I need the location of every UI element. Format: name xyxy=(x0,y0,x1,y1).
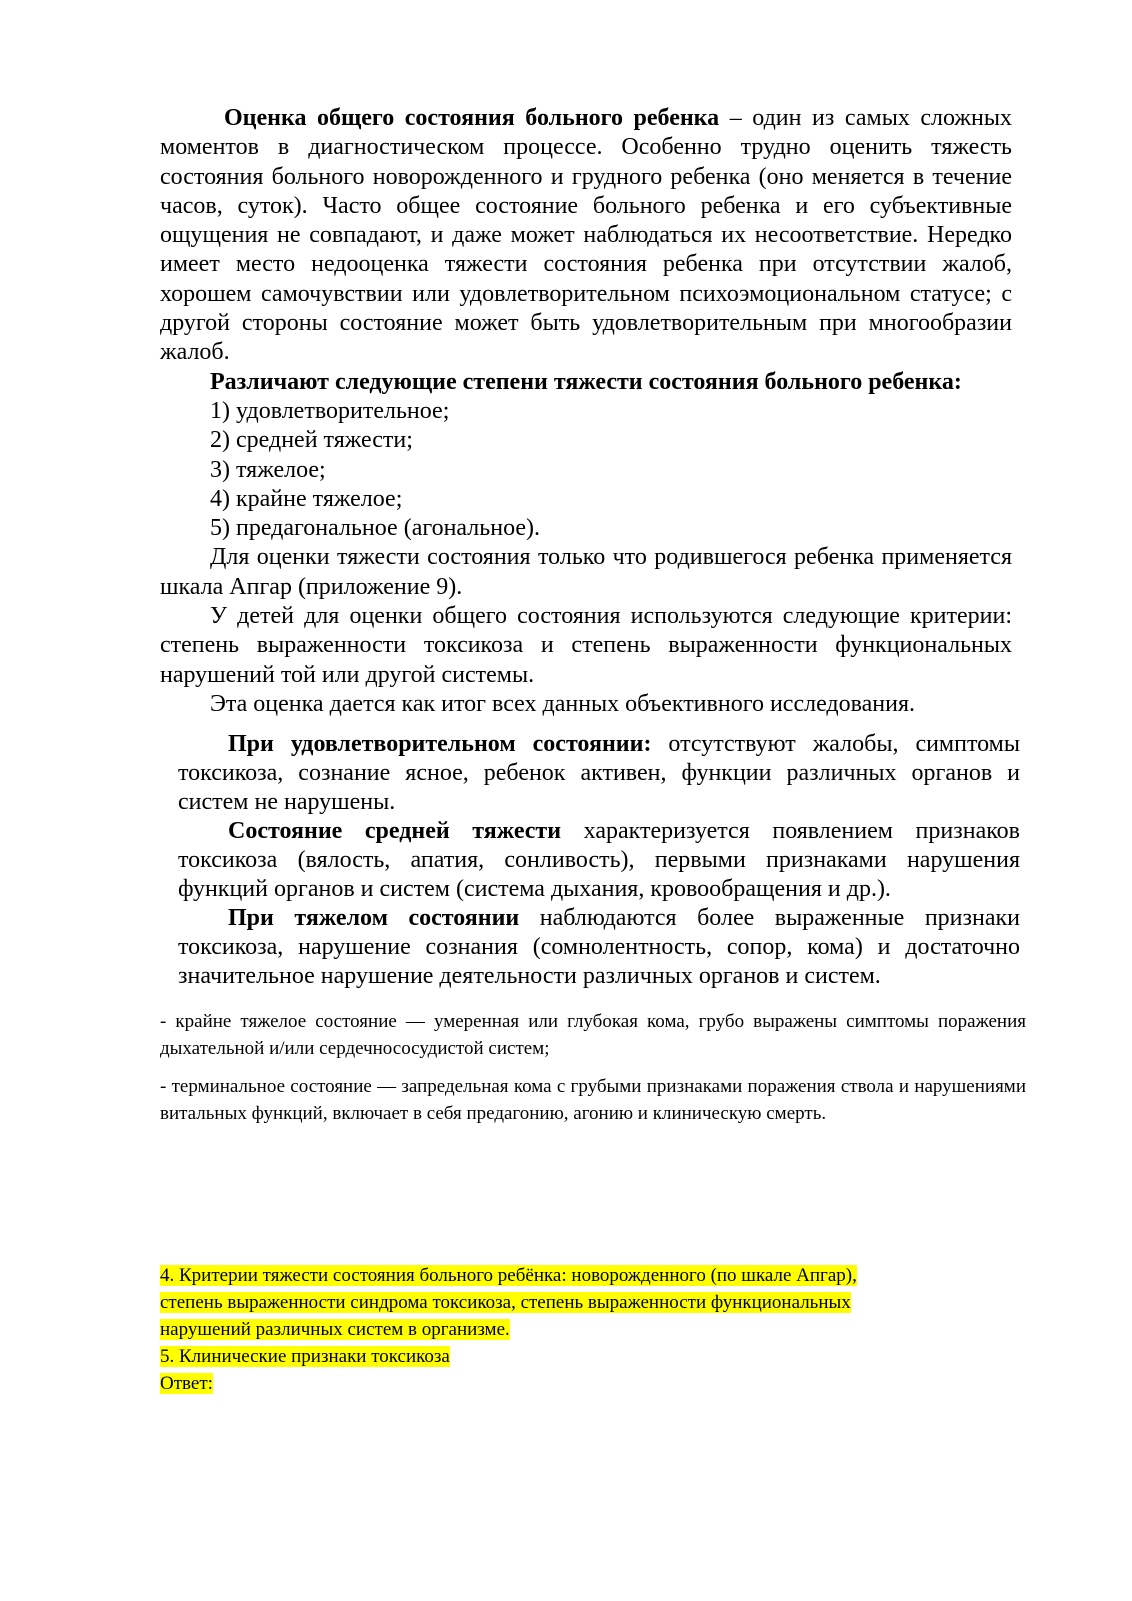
degree-item: 1) удовлетворительное; xyxy=(210,397,450,424)
questions-section xyxy=(160,1262,1026,1397)
terminal-state-item: - терминальное состояние — запредельная кома с грубыми признаками поражения ствола и нарушениями витальных функций, включает в себя предагонию, агонию и клиническую смерть. xyxy=(160,1076,1026,1124)
satisfactory-state-paragraph xyxy=(178,730,1020,817)
question-5-line xyxy=(160,1343,1026,1370)
extremely-severe-item: - крайне тяжелое состояние — умеренная или глубокая кома, грубо выражены симптомы поражения дыхательной и/или сердечнососудистой систем; xyxy=(160,1011,1026,1059)
degree-item: 3) тяжелое; xyxy=(210,456,326,483)
question-4-text: нарушений различных систем в организме. xyxy=(160,1319,510,1340)
satisfactory-state-text: отсутствуют жалобы, симптомы токсикоза, сознание ясное, ребенок активен, функции различных органов и систем не нарушены. xyxy=(178,731,1020,815)
moderate-state-term: Состояние средней тяжести xyxy=(228,818,562,844)
severe-state-term: При тяжелом состоянии xyxy=(228,905,520,931)
criteria-paragraph: У детей для оценки общего состояния используются следующие критерии: степень выраженности токсикоза и степень выраженности функциональных нарушений той или другой системы. xyxy=(160,603,1012,688)
severe-state-paragraph xyxy=(178,904,1020,991)
degrees-heading: Различают следующие степени тяжести состояния больного ребенка: xyxy=(210,368,962,395)
extreme-states-section xyxy=(160,1008,1026,1138)
intro-paragraph xyxy=(160,104,1012,368)
assessment-section xyxy=(160,104,1012,719)
question-5-text: 5. Клинические признаки токсикоза xyxy=(160,1346,450,1367)
answer-line xyxy=(160,1370,1026,1397)
severe-state-text: наблюдаются более выраженные признаки токсикоза, нарушение сознания (сомнолентность, сопор, кома) и достаточно значительное нарушение деятельности различных органов и систем. xyxy=(178,905,1020,989)
answer-label: Ответ: xyxy=(160,1373,213,1394)
apgar-paragraph: Для оценки тяжести состояния только что родившегося ребенка применяется шкала Апгар (приложение 9). xyxy=(160,544,1012,600)
question-4-line xyxy=(160,1316,1026,1343)
question-4-line xyxy=(160,1262,1026,1289)
question-4-line xyxy=(160,1289,1026,1316)
degree-item: 2) средней тяжести; xyxy=(210,427,413,454)
question-4-text: степень выраженности синдрома токсикоза, степень выраженности функциональных xyxy=(160,1292,851,1313)
moderate-state-text: характеризуется появлением признаков токсикоза (вялость, апатия, сонливость), первыми признаками нарушения функций органов и систем (система дыхания, кровообращения и др.). xyxy=(178,818,1020,902)
states-section xyxy=(178,730,1020,991)
summary-paragraph: Эта оценка дается как итог всех данных объективного исследования. xyxy=(210,690,916,717)
satisfactory-state-term: При удовлетворительном состоянии: xyxy=(228,731,652,757)
intro-text: – один из самых сложных моментов в диагностическом процессе. Особенно трудно оценить тяжесть состояния больного новорожденного и грудного ребенка (оно меняется в течение часов, суток). Часто общее состояние больного ребенка и его субъективные ощущения не совпадают, и даже может наблюдаться их несоответствие. Нередко имеет место недооценка тяжести состояния ребенка при отсутствии жалоб, хорошем самочувствии или удовлетворительном психоэмоциональном статусе; с другой стороны состояние может быть удовлетворительным при многообразии жалоб. xyxy=(160,105,1012,366)
question-4-text: 4. Критерии тяжести состояния больного ребёнка: новорожденного (по шкале Апгар), xyxy=(160,1265,857,1286)
intro-bold-term: Оценка общего состояния больного ребенка xyxy=(224,105,720,131)
moderate-state-paragraph xyxy=(178,817,1020,904)
degree-item: 5) предагональное (агональное). xyxy=(210,515,540,542)
degree-item: 4) крайне тяжелое; xyxy=(210,485,403,512)
